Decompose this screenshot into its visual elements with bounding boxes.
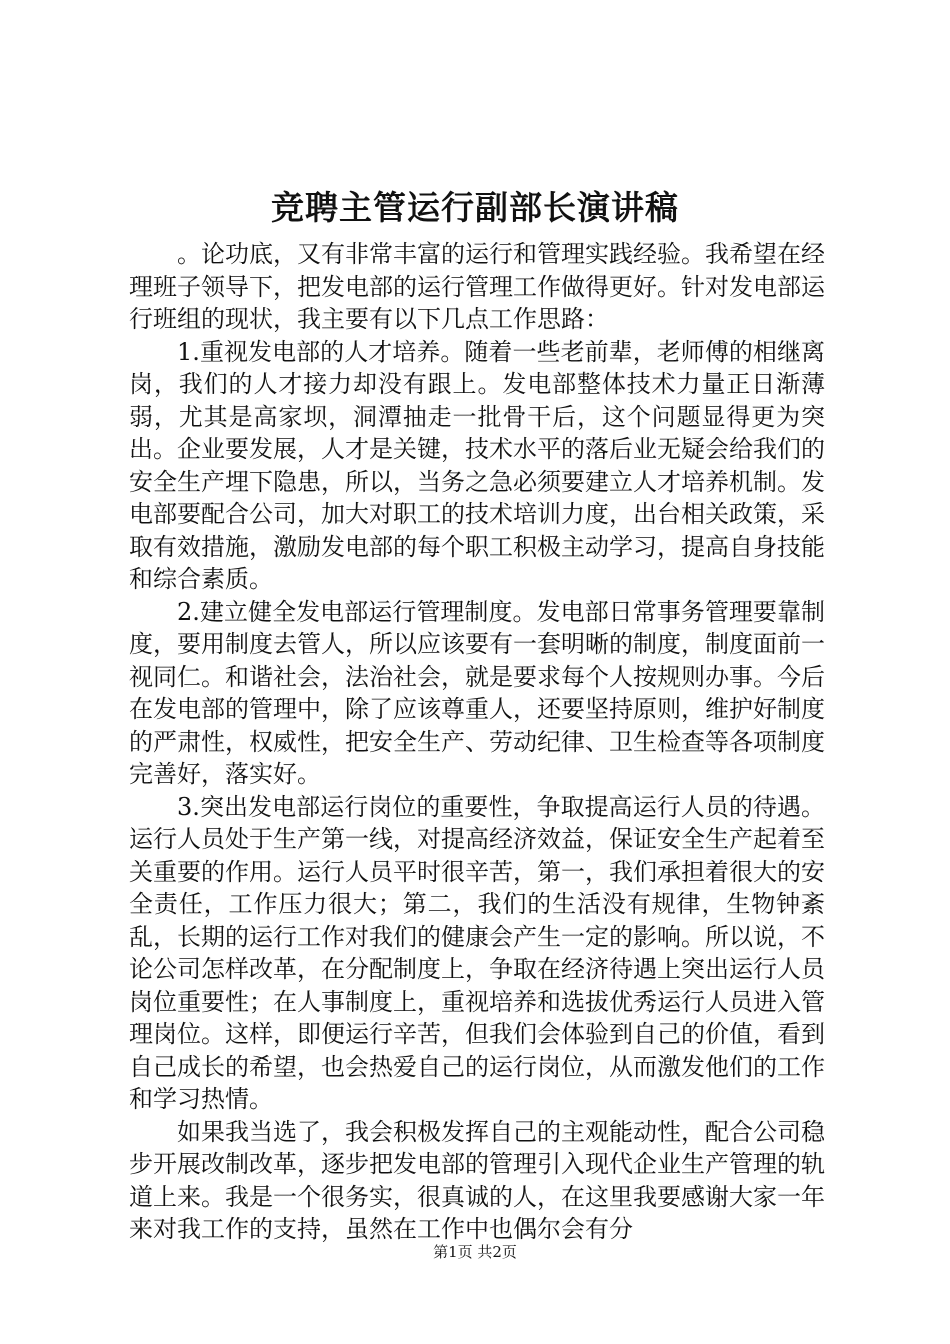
paragraph-closing: 如果我当选了，我会积极发挥自己的主观能动性，配合公司稳步开展改制改革，逐步把发电部的管理引入现代企业生产管理的轨道上来。我是一个很务实，很真诚的人，在这里我要感谢大家一年来对我工作的支持，虽然在工作中也偶尔会有分 [129, 1117, 825, 1243]
document-body [129, 238, 825, 1246]
paragraph-intro: 。论功底，又有非常丰富的运行和管理实践经验。我希望在经理班子领导下，把发电部的运行管理工作做得更好。针对发电部运行班组的现状，我主要有以下几点工作思路： [129, 240, 825, 333]
document-title: 竞聘主管运行副部长演讲稿 [271, 188, 679, 227]
paragraph-point-3: 3.突出发电部运行岗位的重要性，争取提高运行人员的待遇。运行人员处于生产第一线，对提高经济效益，保证安全生产起着至关重要的作用。运行人员平时很辛苦，第一，我们承担着很大的安全责任，工作压力很大；第二，我们的生活没有规律，生物钟紊乱，长期的运行工作对我们的健康会产生一定的影响。所以说，不论公司怎样改革，在分配制度上，争取在经济待遇上突出运行人员岗位重要性；在人事制度上，重视培养和选拔优秀运行人员进入管理岗位。这样，即便运行辛苦，但我们会体验到自己的价值，看到自己成长的希望，也会热爱自己的运行岗位，从而激发他们的工作和学习热情。 [129, 792, 825, 1113]
paragraph-point-2: 2.建立健全发电部运行管理制度。发电部日常事务管理要靠制度，要用制度去管人，所以应该要有一套明晰的制度，制度面前一视同仁。和谐社会，法治社会，就是要求每个人按规则办事。今后在发电部的管理中，除了应该尊重人，还要坚持原则，维护好制度的严肃性，权威性，把安全生产、劳动纪律、卫生检查等各项制度完善好，落实好。 [129, 597, 825, 788]
page-number-footer: 第1页 共2页 [433, 1243, 517, 1261]
paragraph-point-1: 1.重视发电部的人才培养。随着一些老前辈，老师傅的相继离岗，我们的人才接力却没有跟上。发电部整体技术力量正日渐薄弱，尤其是高家坝，洞潭抽走一批骨干后，这个问题显得更为突出。企业要发展，人才是关键，技术水平的落后业无疑会给我们的安全生产埋下隐患，所以，当务之急必须要建立人才培养机制。发电部要配合公司，加大对职工的技术培训力度，出台相关政策，采取有效措施，激励发电部的每个职工积极主动学习，提高自身技能和综合素质。 [129, 337, 825, 593]
